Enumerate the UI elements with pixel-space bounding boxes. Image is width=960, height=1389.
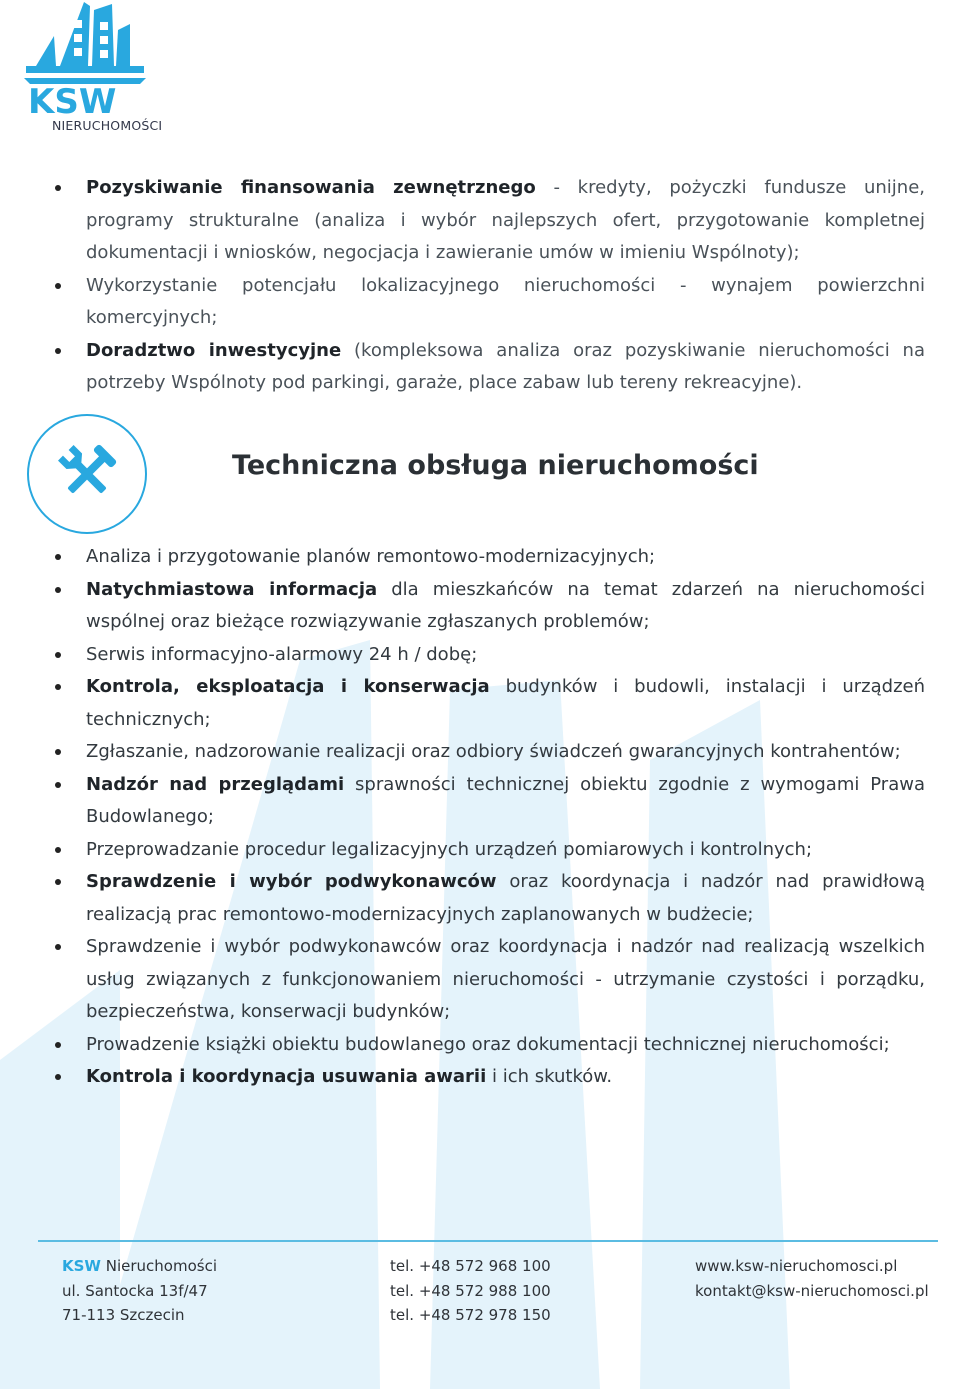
footer-phone-2[interactable]: tel. +48 572 988 100 <box>390 1281 551 1300</box>
list-item-text: Prowadzenie książki obiektu budowlanego oraz dokumentacji technicznej nieruchomości; <box>86 1033 890 1055</box>
list-item-text: dla mieszkańców na temat zdarzeń na nieruchomości wspólnej oraz bieżące rozwiązywanie zgłaszanych problemów; <box>86 578 926 632</box>
list-item <box>55 931 925 1029</box>
list-item <box>55 541 925 574</box>
footer-contact <box>695 1254 929 1303</box>
list-item-text: (kompleksowa analiza oraz pozyskiwanie nieruchomości na potrzeby Wspólnoty pod parkingi, garaże, place zabaw lub tereny rekreacyjne). <box>86 339 925 393</box>
footer-address <box>62 1254 217 1328</box>
list-item-bold: Sprawdzenie i wybór podwykonawców <box>86 871 497 892</box>
list-item-bold: Doradztwo inwestycyjne <box>86 339 342 361</box>
list-item-text: i ich skutków. <box>486 1066 613 1087</box>
top-bullet-list <box>55 172 925 400</box>
list-item-text: - kredyty, pożyczki fundusze unijne, programy strukturalne (analiza i wybór najlepszych ofert, przygotowanie kompletnej dokumentacji i wniosków, negocjacja i zawieranie umów w imieniu Wspólnoty); <box>86 177 926 263</box>
list-item-bold: Kontrola i koordynacja usuwania awarii <box>86 1066 487 1087</box>
list-item <box>55 1061 925 1094</box>
list-item <box>55 736 925 769</box>
section-title: Techniczna obsługa nieruchomości <box>232 450 759 481</box>
list-item <box>55 671 925 736</box>
logo-mark <box>22 0 147 120</box>
footer-company <box>62 1254 217 1279</box>
technical-bullet-list <box>55 541 925 1094</box>
footer-phone-1[interactable]: tel. +48 572 968 100 <box>390 1257 551 1275</box>
company-logo <box>22 0 163 135</box>
list-item-text: Analiza i przygotowanie planów remontowo-modernizacyjnych; <box>86 546 656 567</box>
list-item-text: Serwis informacyjno-alarmowy 24 h / dobę; <box>86 643 478 665</box>
logo-subtitle: NIERUCHOMOŚCI <box>52 118 163 133</box>
list-item-text: oraz koordynacja i nadzór nad prawidłową realizacją prac remontowo-modernizacyjnych zaplanowanych w budżecie; <box>86 871 925 925</box>
list-item <box>55 270 925 335</box>
tools-icon <box>25 412 149 536</box>
footer-phone-3[interactable]: tel. +48 572 978 150 <box>390 1306 551 1324</box>
list-item <box>55 769 925 834</box>
list-item-text: Przeprowadzanie procedur legalizacyjnych urządzeń pomiarowych i kontrolnych; <box>86 838 813 860</box>
list-item-text: Sprawdzenie i wybór podwykonawców oraz koordynacja i nadzór nad realizacją wszelkich usług związanych z funkcjonowaniem nieruchomości - utrzymanie czystości i porządku, bezpieczeństwa, konserwacji budynków; <box>86 936 925 1022</box>
list-item <box>55 1029 925 1062</box>
list-item <box>55 639 925 672</box>
list-item-bold: Natychmiastowa informacja <box>86 578 378 600</box>
list-item-text: sprawności technicznej obiektu zgodnie z wymogami Prawa Budowlanego; <box>86 773 925 827</box>
footer-street: ul. Santocka 13f/47 <box>62 1281 208 1300</box>
list-item-bold: Pozyskiwanie finansowania zewnętrznego <box>86 177 536 198</box>
list-item-text: Wykorzystanie potencjału lokalizacyjnego nieruchomości - wynajem powierzchni komercyjnych; <box>86 274 925 328</box>
footer-company-suffix: Nieruchomości <box>100 1257 217 1275</box>
list-item <box>55 866 925 931</box>
list-item-bold: Kontrola, eksploatacja i konserwacja <box>86 676 490 697</box>
list-item <box>55 172 925 270</box>
list-item <box>55 834 925 867</box>
list-item-bold: Nadzór nad przeglądami <box>86 773 345 795</box>
list-item-text: Zgłaszanie, nadzorowanie realizacji oraz odbiory świadczeń gwarancyjnych kontrahentów; <box>86 741 901 762</box>
list-item <box>55 335 925 400</box>
logo-wordmark: KSW <box>28 82 117 120</box>
footer-company-prefix: KSW <box>62 1257 101 1275</box>
footer-website-link[interactable]: www.ksw-nieruchomosci.pl <box>695 1257 898 1275</box>
footer-divider <box>38 1240 938 1242</box>
footer-city: 71-113 Szczecin <box>62 1306 185 1324</box>
list-item <box>55 574 925 639</box>
list-item-text: budynków i budowli, instalacji i urządzeń technicznych; <box>86 676 925 730</box>
footer-phones <box>390 1254 551 1328</box>
footer-email-link[interactable]: kontakt@ksw-nieruchomosci.pl <box>695 1281 929 1300</box>
